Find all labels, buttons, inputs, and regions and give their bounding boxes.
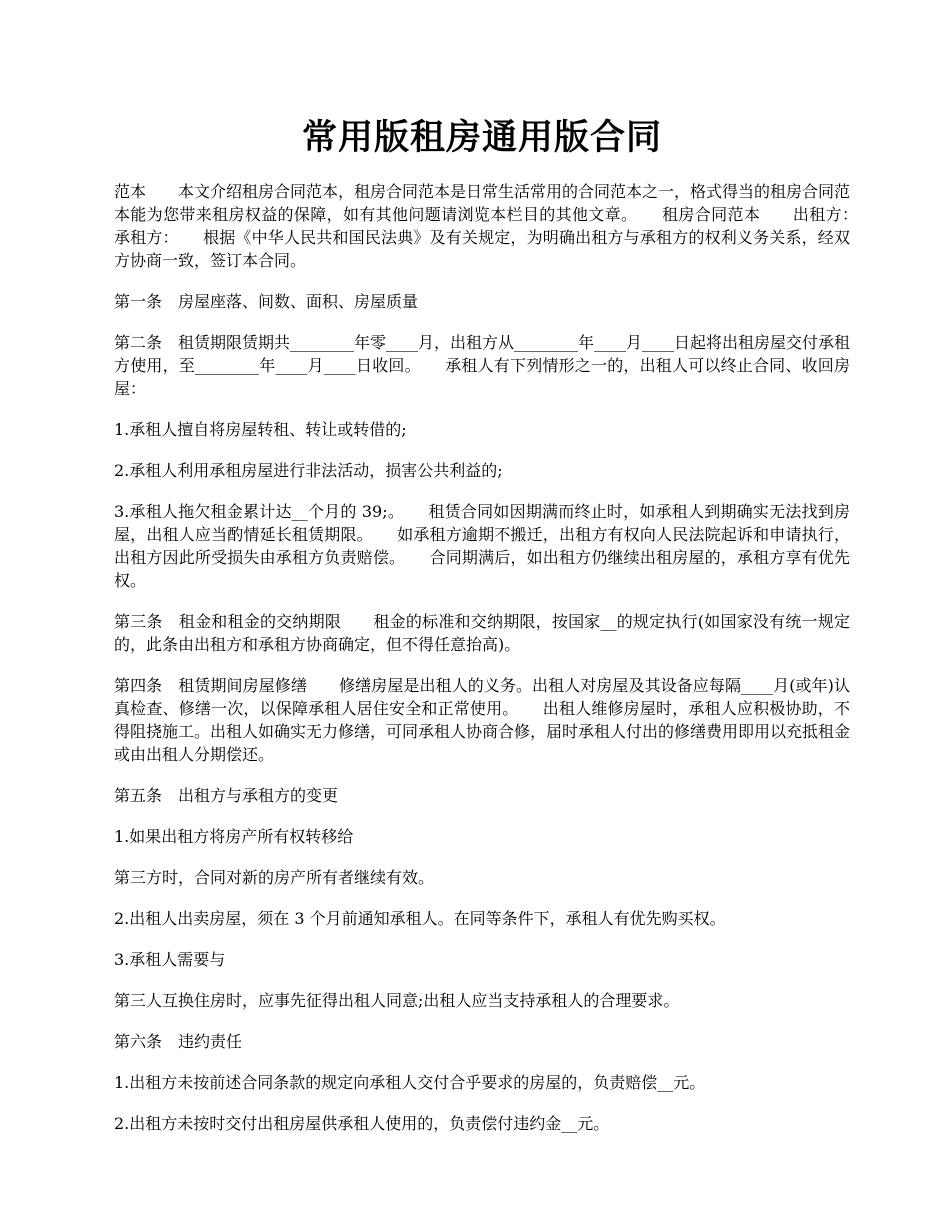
article-4-paragraph: 第四条 租赁期间房屋修缮 修缮房屋是出租人的义务。出租人对房屋及其设备应每隔____月(或年)认真检查、修缮一次，以保障承租人居住安全和正常使用。 出租人维修房屋时，承租人应积极协助，不得阻挠施工。出租人如确实无力修缮，可同承租人协商合修，届时承租人付出的修缮费用即用以充抵租金或由出租人分期偿还。 <box>114 676 851 764</box>
change-item-2: 2.出租人出卖房屋，须在 3 个月前通知承租人。在同等条件下，承租人有优先购买权。 <box>114 909 726 928</box>
article-1-heading: 第一条 房屋座落、间数、面积、房屋质量 <box>114 292 419 311</box>
termination-item-1: 1.承租人擅自将房屋转租、转让或转借的; <box>114 420 407 439</box>
change-item-3: 3.承租人需要与 <box>114 950 226 969</box>
change-item-1: 1.如果出租方将房产所有权转移给 <box>114 827 354 846</box>
liability-item-1: 1.出租方未按前述合同条款的规定向承租人交付合乎要求的房屋的，负责赔偿__元。 <box>114 1073 706 1092</box>
article-3-paragraph: 第三条 租金和租金的交纳期限 租金的标准和交纳期限，按国家__的规定执行(如国家没有统一规定的，此条由出租方和承租方协商确定，但不得任意抬高)。 <box>114 612 850 654</box>
document-body <box>114 180 883 1135</box>
document-title: 常用版租房通用版合同 <box>301 117 662 158</box>
document-page <box>114 0 883 1153</box>
termination-item-2: 2.承租人利用承租房屋进行非法活动，损害公共利益的; <box>114 461 503 480</box>
liability-item-2: 2.出租方未按时交付出租房屋供承租人使用的，负责偿付违约金__元。 <box>114 1114 610 1133</box>
change-item-3-continued: 第三人互换住房时，应事先征得出租人同意;出租人应当支持承租人的合理要求。 <box>114 991 680 1010</box>
article-2-paragraph: 第二条 租赁期限赁期共________年零____月，出租方从________年____月____日起将出租房屋交付承租方使用，至________年____月____日收回。 承租人有下列情形之一的，出租人可以终止合同、收回房屋： <box>114 333 851 398</box>
article-5-heading: 第五条 出租方与承租方的变更 <box>114 786 339 805</box>
article-6-heading: 第六条 违约责任 <box>114 1032 243 1051</box>
change-item-1-continued: 第三方时，合同对新的房产所有者继续有效。 <box>114 868 435 887</box>
termination-item-3: 3.承租人拖欠租金累计达__个月的 39;。 租赁合同如因期满而终止时，如承租人到期确实无法找到房屋，出租人应当酌情延长租赁期限。 如承租方逾期不搬迁，出租方有权向人民法院起诉和申请执行，出租方因此所受损失由承租方负责赔偿。 合同期满后，如出租方仍继续出租房屋的，承租方享有优先权。 <box>114 502 850 590</box>
intro-paragraph: 范本 本文介绍租房合同范本，租房合同范本是日常生活常用的合同范本之一，格式得当的租房合同范本能为您带来租房权益的保障，如有其他问题请浏览本栏目的其他文章。 租房合同范本 出租方： 承租方： 根据《中华人民共和国民法典》及有关规定，为明确出租方与承租方的权利义务关系，经双方协商一致，签订本合同。 <box>114 182 883 270</box>
